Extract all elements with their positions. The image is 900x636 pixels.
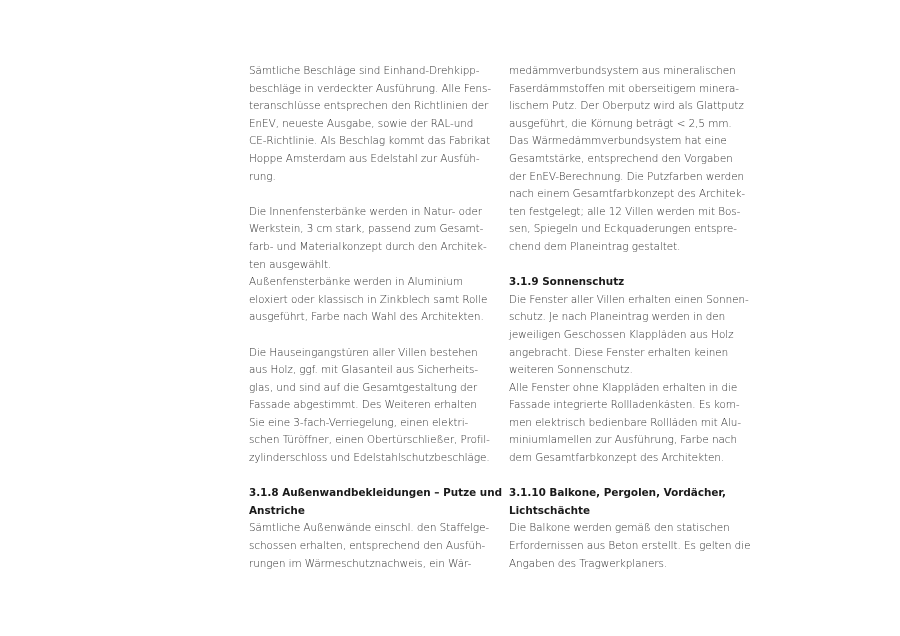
section-heading-3-1-9 [509,274,745,292]
text-line: sen, Spiegeln und Eckquaderungen entspre- [509,223,737,236]
text-line: dem Gesamtfarbkonzept des Architekten. [509,452,725,465]
text-line: Alle Fenster ohne Klappläden erhalten in die [509,381,738,394]
heading-line: 3.1.10 Balkone, Pergolen, Vordächer, [509,487,726,500]
heading-line: Anstriche [249,504,305,517]
text-line: Außenfensterbänke werden in Aluminium [249,276,463,289]
text-line: Die Innenfensterbänke werden in Natur- oder [249,205,483,218]
text-line: Gesamtstärke, entsprechend den Vorgaben [509,152,733,165]
section-heading-3-1-8 [249,485,503,520]
heading-line: 3.1.8 Außenwandbekleidungen – Putze und [249,487,503,500]
text-line: teranschlüsse entsprechen den Richtlinien der [249,100,489,113]
text-line: ten ausgewählt. [249,258,332,271]
text-line: men elektrisch bedienbare Rollläden mit Alu- [509,416,742,429]
text-line: Faserdämmstoffen mit oberseitigem minera- [509,82,739,95]
text-line: Fassade abgestimmt. Des Weiteren erhalten [249,399,477,412]
text-line: EnEV, neueste Ausgabe, sowie der RAL-und [249,117,474,130]
text-line: Die Fenster aller Villen erhalten einen Sonnen- [509,293,749,306]
text-line: jeweiligen Geschossen Klappläden aus Holz [509,328,734,341]
text-line: Werkstein, 3 cm stark, passend zum Gesamt- [249,223,484,236]
paragraph-balconies [509,520,751,573]
paragraph-spacer [249,468,485,486]
text-line: angebracht. Diese Fenster erhalten keinen [509,346,729,359]
text-line: ausgeführt, die Körnung beträgt < 2,5 mm. [509,117,732,130]
paragraph-spacer [249,327,485,345]
text-line: schen Türöffner, einen Obertürschließer, Profil- [249,434,490,447]
paragraph-insulation [509,63,745,257]
text-line: miniumlamellen zur Ausführung, Farbe nach [509,434,737,447]
text-line: weiteren Sonnenschutz. [509,364,633,377]
text-line: Die Hauseingangstüren aller Villen bestehen [249,346,478,359]
paragraph-fittings [249,63,492,186]
paragraph-exterior-walls [249,520,490,573]
text-line: medämmverbundsystem aus mineralischen [509,65,736,77]
text-line: ausgeführt, Farbe nach Wahl des Architekten. [249,311,484,324]
text-line: Sämtliche Beschläge sind Einhand-Drehkipp- [249,65,480,77]
text-line: der EnEV-Berechnung. Die Putzfarben werden [509,170,745,183]
text-line: schossen erhalten, entsprechend den Ausfüh- [249,540,486,553]
text-line: farb- und Materialkonzept durch den Architek- [249,240,487,253]
right-text-column [509,63,751,573]
paragraph-sun-protection [509,292,749,468]
text-line: Das Wärmedämmverbundsystem hat eine [509,135,727,148]
text-line: schutz. Je nach Planeintrag werden in den [509,311,726,324]
paragraph-spacer [249,186,485,204]
text-line: eloxiert oder klassisch in Zinkblech samt Rolle [249,293,488,306]
text-line: Fassade integrierte Rollladenkästen. Es kom- [509,399,740,412]
section-heading-3-1-10 [509,485,745,520]
text-line: Sämtliche Außenwände einschl. den Staffelge- [249,522,490,535]
heading-line: 3.1.9 Sonnenschutz [509,276,625,289]
left-text-column [249,63,503,573]
heading-line: Lichtschächte [509,504,591,517]
text-line: Die Balkone werden gemäß den statischen [509,522,730,535]
text-line: lischem Putz. Der Oberputz wird als Glattputz [509,100,744,113]
text-line: CE-Richtlinie. Als Beschlag kommt das Fabrikat [249,135,491,148]
text-line: Sie eine 3-fach-Verriegelung, einen elektri- [249,416,469,429]
text-line: nach einem Gesamtfarbkonzept des Architek- [509,188,746,201]
text-line: Hoppe Amsterdam aus Edelstahl zur Ausfüh- [249,152,480,165]
text-line: rung. [249,170,276,183]
paragraph-window-sills [249,204,488,327]
text-line: zylinderschloss und Edelstahlschutzbeschläge. [249,452,490,465]
text-line: Angaben des Tragwerkplaners. [509,557,668,570]
text-line: ten festgelegt; alle 12 Villen werden mit Bos- [509,205,741,218]
text-line: rungen im Wärmeschutznachweis, ein Wär- [249,557,472,570]
text-line: glas, und sind auf die Gesamtgestaltung der [249,381,478,394]
text-line: chend dem Planeintrag gestaltet. [509,240,681,253]
text-line: Erfordernissen aus Beton erstellt. Es gelten die [509,540,751,553]
paragraph-spacer [509,468,745,486]
paragraph-spacer [509,257,745,275]
text-line: beschläge in verdeckter Ausführung. Alle Fens- [249,82,492,95]
text-line: aus Holz, ggf. mit Glasanteil aus Sicherheits- [249,364,479,377]
paragraph-entrance-doors [249,345,490,468]
